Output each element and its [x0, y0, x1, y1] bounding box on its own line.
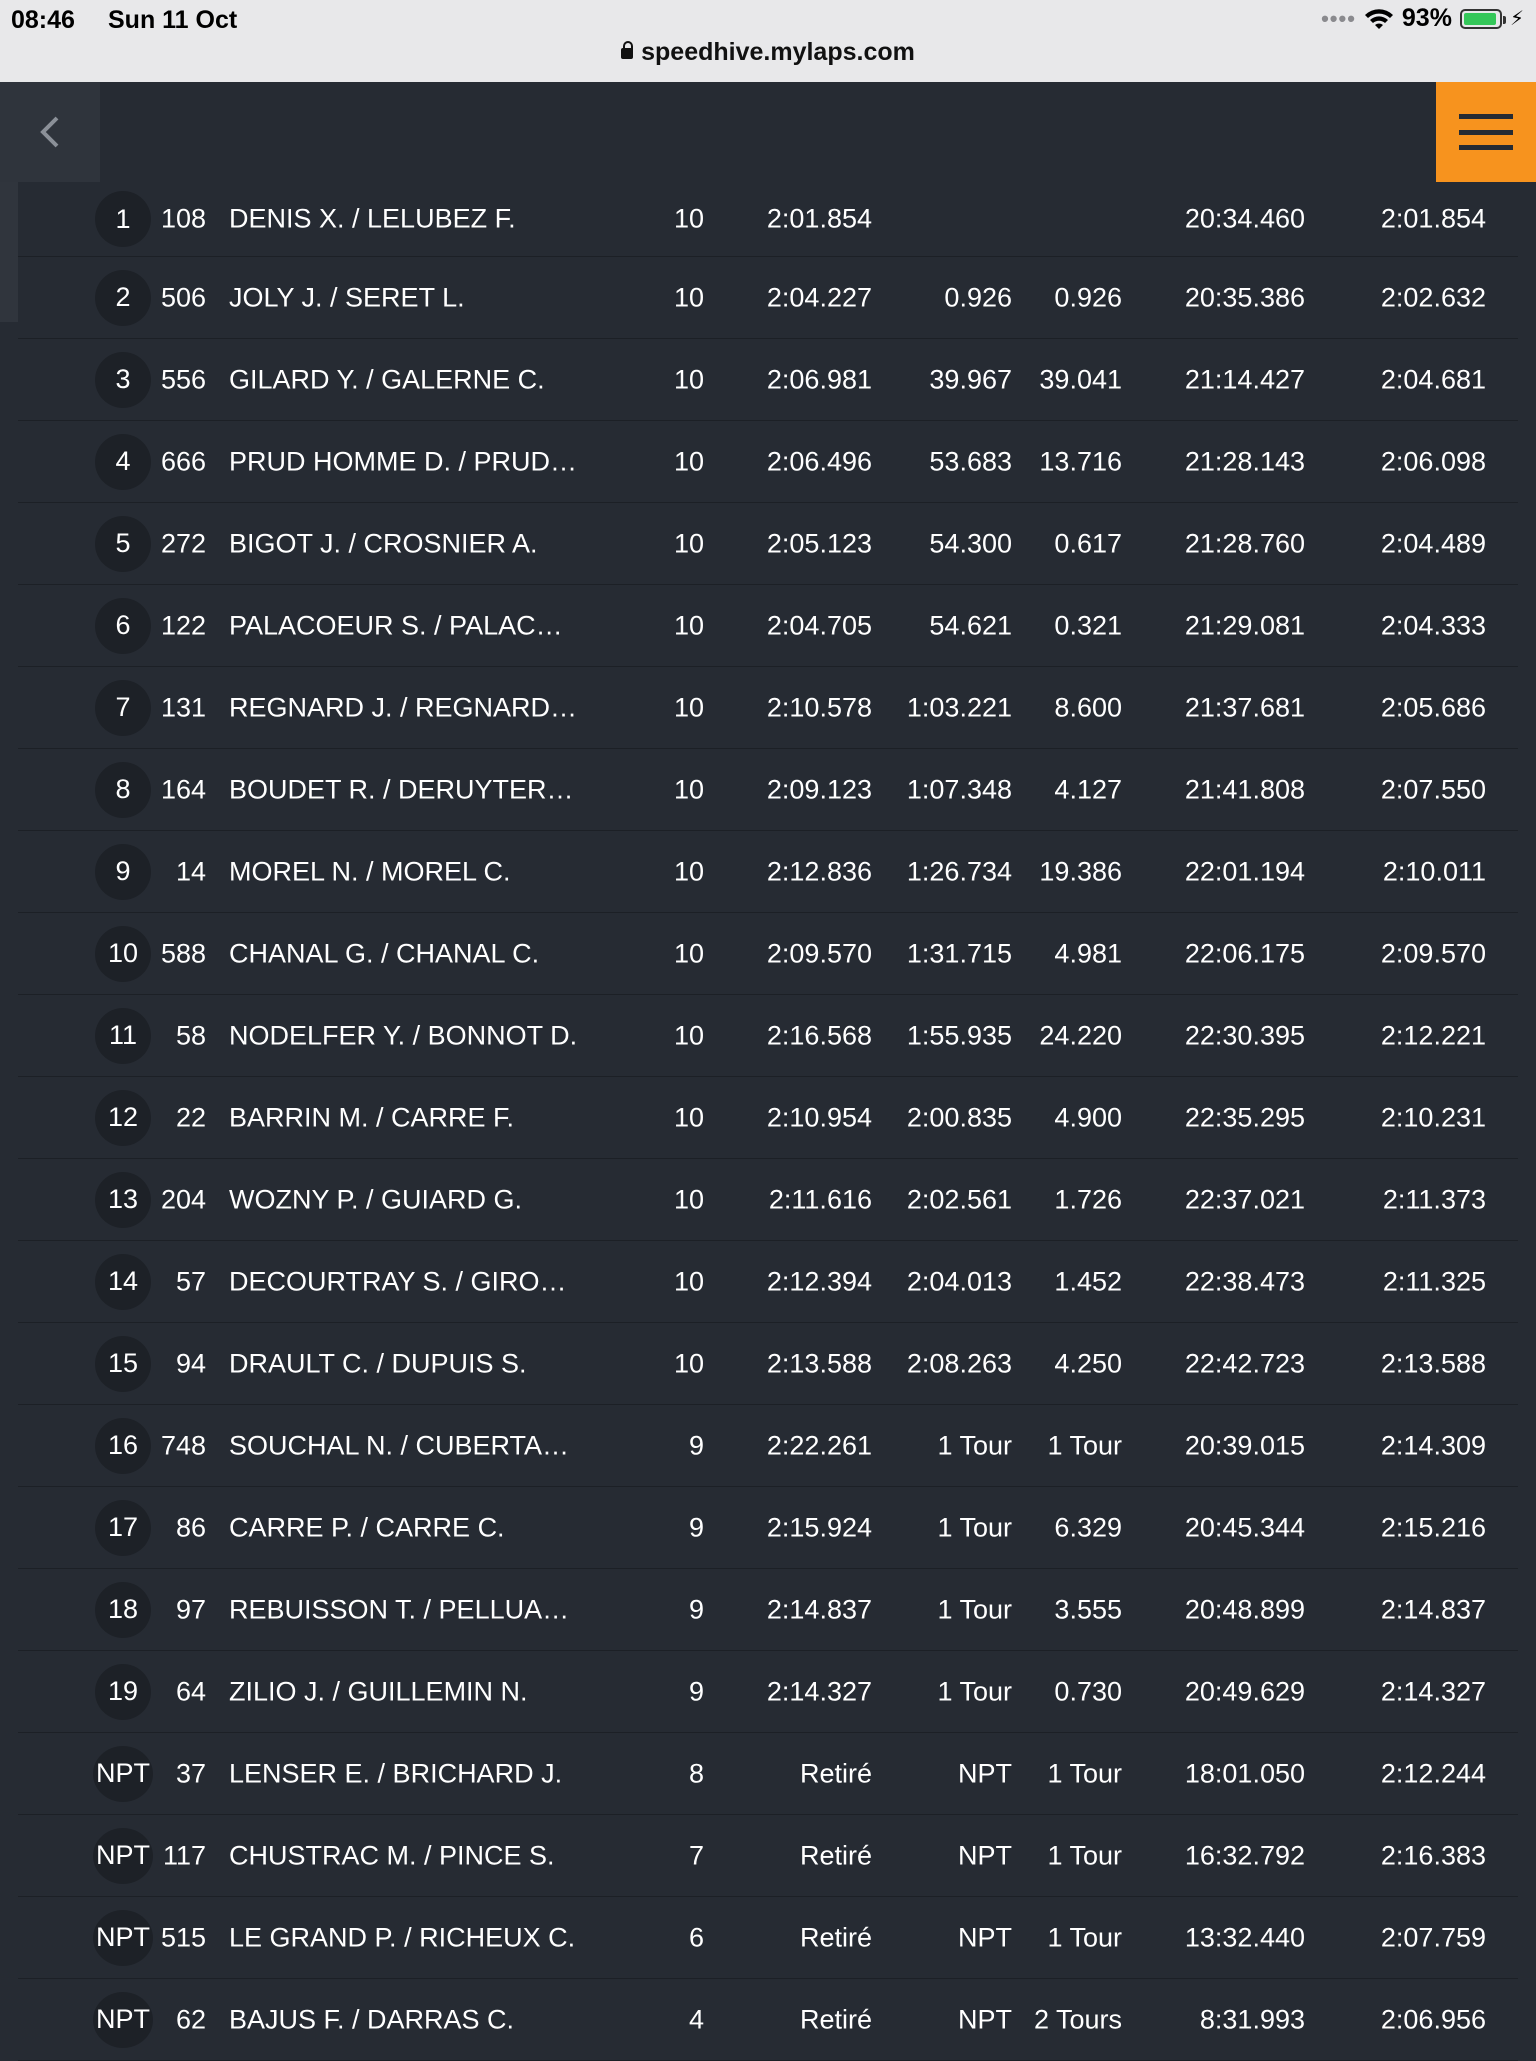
last-lap: 2:07.550: [1380, 774, 1486, 804]
best-lap: Retiré: [799, 1758, 872, 1788]
car-number: 164: [160, 774, 206, 804]
position-badge: 11: [95, 1008, 151, 1064]
table-row[interactable]: [18, 1405, 1518, 1487]
driver-names: CHANAL G. / CHANAL C.: [229, 938, 540, 968]
table-row[interactable]: [18, 182, 1518, 257]
laps-count: 10: [673, 692, 704, 722]
car-number: 272: [160, 528, 206, 558]
gap-to-leader: 2:04.013: [906, 1266, 1012, 1296]
gap-to-previous: 4.981: [1054, 938, 1122, 968]
best-lap: Retiré: [799, 2004, 872, 2034]
gap-to-leader: 54.300: [929, 528, 1012, 558]
best-lap: Retiré: [799, 1922, 872, 1952]
gap-to-previous: 4.900: [1054, 1102, 1122, 1132]
total-time: 20:48.899: [1184, 1594, 1305, 1624]
battery-percent: 93%: [1401, 4, 1452, 32]
laps-count: 10: [673, 282, 704, 312]
gap-to-leader: 0.926: [944, 282, 1012, 312]
total-time: 21:41.808: [1184, 774, 1305, 804]
last-lap: 2:13.588: [1380, 1348, 1486, 1378]
gap-to-previous: 13.716: [1039, 446, 1122, 476]
total-time: 21:29.081: [1184, 610, 1305, 640]
charging-bolt-icon: ⚡: [1509, 8, 1524, 30]
app-header: [0, 82, 1536, 182]
position-badge: 6: [95, 598, 151, 654]
table-row[interactable]: [18, 749, 1518, 831]
driver-names: BOUDET R. / DERUYTER…: [229, 774, 574, 804]
position-badge: 9: [95, 844, 151, 900]
status-time: 08:46: [11, 6, 75, 34]
laps-count: 10: [673, 1348, 704, 1378]
car-number: 556: [160, 364, 206, 394]
table-row[interactable]: [18, 421, 1518, 503]
last-lap: 2:04.333: [1380, 610, 1486, 640]
last-lap: 2:04.489: [1380, 528, 1486, 558]
driver-names: MOREL N. / MOREL C.: [229, 856, 511, 886]
side-strip: [0, 182, 18, 322]
table-row[interactable]: [18, 1733, 1518, 1815]
last-lap: 2:14.309: [1380, 1430, 1486, 1460]
gap-to-leader: 1:55.935: [906, 1020, 1012, 1050]
car-number: 64: [175, 1676, 206, 1706]
best-lap: 2:10.578: [766, 692, 872, 722]
gap-to-leader: 1:26.734: [906, 856, 1012, 886]
table-row[interactable]: [18, 831, 1518, 913]
status-indicators: [1321, 4, 1524, 33]
hamburger-menu-icon: [1459, 114, 1513, 150]
gap-to-previous: 24.220: [1039, 1020, 1122, 1050]
table-row[interactable]: [18, 995, 1518, 1077]
last-lap: 2:05.686: [1380, 692, 1486, 722]
laps-count: 9: [688, 1594, 704, 1624]
driver-names: REGNARD J. / REGNARD…: [229, 692, 578, 722]
best-lap: 2:12.394: [766, 1266, 872, 1296]
position-badge: 7: [95, 680, 151, 736]
gap-to-previous: 4.127: [1054, 774, 1122, 804]
laps-count: 10: [673, 1184, 704, 1214]
driver-names: DECOURTRAY S. / GIRO…: [229, 1266, 567, 1296]
total-time: 22:37.021: [1184, 1184, 1305, 1214]
table-row[interactable]: [18, 1897, 1518, 1979]
total-time: 20:39.015: [1184, 1430, 1305, 1460]
best-lap: 2:05.123: [766, 528, 872, 558]
position-badge: 5: [95, 516, 151, 572]
best-lap: 2:14.837: [766, 1594, 872, 1624]
last-lap: 2:06.956: [1380, 2004, 1486, 2034]
chevron-left-icon: [35, 112, 65, 152]
last-lap: 2:11.373: [1382, 1184, 1486, 1214]
car-number: 506: [160, 282, 206, 312]
position-badge: 3: [95, 352, 151, 408]
gap-to-leader: 39.967: [929, 364, 1012, 394]
position-badge: 17: [95, 1500, 151, 1556]
total-time: 18:01.050: [1184, 1758, 1305, 1788]
best-lap: 2:22.261: [766, 1430, 872, 1460]
gap-to-leader: 2:02.561: [906, 1184, 1012, 1214]
position-badge: 4: [95, 434, 151, 490]
total-time: 22:01.194: [1184, 856, 1305, 886]
gap-to-previous: 1.726: [1054, 1184, 1122, 1214]
last-lap: 2:11.325: [1382, 1266, 1486, 1296]
laps-count: 9: [688, 1430, 704, 1460]
best-lap: 2:15.924: [766, 1512, 872, 1542]
ios-status-bar: [0, 0, 1536, 82]
driver-names: BAJUS F. / DARRAS C.: [229, 2004, 515, 2034]
gap-to-previous: 3.555: [1054, 1594, 1122, 1624]
best-lap: 2:12.836: [766, 856, 872, 886]
best-lap: 2:10.954: [766, 1102, 872, 1132]
car-number: 57: [175, 1266, 206, 1296]
menu-button[interactable]: [1436, 82, 1536, 182]
table-row[interactable]: [18, 913, 1518, 995]
car-number: 131: [160, 692, 206, 722]
position-badge: 14: [95, 1254, 151, 1310]
driver-names: DRAULT C. / DUPUIS S.: [229, 1348, 527, 1378]
laps-count: 10: [673, 364, 704, 394]
back-button[interactable]: [0, 82, 100, 182]
gap-to-leader: 1 Tour: [937, 1676, 1012, 1706]
last-lap: 2:04.681: [1380, 364, 1486, 394]
gap-to-previous: 0.321: [1054, 610, 1122, 640]
laps-count: 9: [688, 1512, 704, 1542]
laps-count: 10: [673, 203, 704, 234]
car-number: 666: [160, 446, 206, 476]
table-row[interactable]: [18, 1487, 1518, 1569]
position-badge: 10: [95, 926, 151, 982]
laps-count: 10: [673, 610, 704, 640]
best-lap: 2:01.854: [766, 203, 872, 234]
driver-names: NODELFER Y. / BONNOT D.: [229, 1020, 578, 1050]
driver-names: GILARD Y. / GALERNE C.: [229, 364, 545, 394]
best-lap: 2:06.496: [766, 446, 872, 476]
laps-count: 10: [673, 774, 704, 804]
position-badge: 15: [95, 1336, 151, 1392]
status-date: Sun 11 Oct: [108, 6, 238, 34]
gap-to-leader: 1:07.348: [906, 774, 1012, 804]
last-lap: 2:01.854: [1380, 203, 1486, 234]
gap-to-previous: 8.600: [1054, 692, 1122, 722]
car-number: 117: [162, 1840, 206, 1870]
car-number: 94: [175, 1348, 206, 1378]
driver-names: PRUD HOMME D. / PRUD…: [229, 446, 578, 476]
car-number: 37: [175, 1758, 206, 1788]
position-badge: 13: [95, 1172, 151, 1228]
last-lap: 2:12.221: [1380, 1020, 1486, 1050]
laps-count: 10: [673, 1266, 704, 1296]
results-table: [18, 182, 1518, 2061]
gap-to-previous: 6.329: [1054, 1512, 1122, 1542]
car-number: 86: [175, 1512, 206, 1542]
laps-count: 6: [688, 1922, 704, 1952]
car-number: 108: [160, 203, 206, 234]
total-time: 20:49.629: [1184, 1676, 1305, 1706]
best-lap: 2:11.616: [768, 1184, 872, 1214]
table-row[interactable]: [18, 1159, 1518, 1241]
position-badge: 12: [95, 1090, 151, 1146]
gap-to-previous: 0.617: [1054, 528, 1122, 558]
position-badge: 18: [95, 1582, 151, 1638]
total-time: 22:38.473: [1184, 1266, 1305, 1296]
total-time: 21:28.760: [1184, 528, 1305, 558]
last-lap: 2:06.098: [1380, 446, 1486, 476]
driver-names: LENSER E. / BRICHARD J.: [229, 1758, 563, 1788]
gap-to-leader: NPT: [958, 1840, 1012, 1870]
table-row[interactable]: [18, 339, 1518, 421]
position-badge: NPT: [93, 1828, 153, 1884]
last-lap: 2:02.632: [1380, 282, 1486, 312]
driver-names: ZILIO J. / GUILLEMIN N.: [229, 1676, 528, 1706]
total-time: 13:32.440: [1184, 1922, 1305, 1952]
gap-to-leader: NPT: [958, 2004, 1012, 2034]
total-time: 22:42.723: [1184, 1348, 1305, 1378]
gap-to-leader: 1 Tour: [937, 1512, 1012, 1542]
table-row[interactable]: [18, 1323, 1518, 1405]
position-badge: 2: [95, 270, 151, 326]
laps-count: 10: [673, 1102, 704, 1132]
last-lap: 2:14.327: [1380, 1676, 1486, 1706]
laps-count: 10: [673, 528, 704, 558]
gap-to-leader: 1:03.221: [906, 692, 1012, 722]
gap-to-previous: 4.250: [1054, 1348, 1122, 1378]
gap-to-previous: 0.730: [1054, 1676, 1122, 1706]
position-badge: 16: [95, 1418, 151, 1474]
total-time: 21:37.681: [1184, 692, 1305, 722]
position-badge: 1: [95, 191, 151, 247]
car-number: 204: [160, 1184, 206, 1214]
laps-count: 9: [688, 1676, 704, 1706]
gap-to-previous: 1 Tour: [1047, 1840, 1122, 1870]
gap-to-leader: 2:00.835: [906, 1102, 1012, 1132]
last-lap: 2:09.570: [1380, 938, 1486, 968]
position-badge: 19: [95, 1664, 151, 1720]
car-number: 748: [160, 1430, 206, 1460]
car-number: 588: [160, 938, 206, 968]
gap-to-leader: 1 Tour: [937, 1430, 1012, 1460]
car-number: 58: [175, 1020, 206, 1050]
gap-to-previous: 1.452: [1054, 1266, 1122, 1296]
gap-to-previous: 19.386: [1039, 856, 1122, 886]
battery-icon: [1460, 9, 1502, 29]
total-time: 20:45.344: [1184, 1512, 1305, 1542]
table-row[interactable]: [18, 585, 1518, 667]
position-badge: NPT: [93, 1746, 153, 1802]
table-row[interactable]: [18, 667, 1518, 749]
gap-to-previous: 1 Tour: [1047, 1758, 1122, 1788]
total-time: 16:32.792: [1184, 1840, 1305, 1870]
table-row[interactable]: [18, 1651, 1518, 1733]
total-time: 8:31.993: [1199, 2004, 1305, 2034]
total-time: 21:28.143: [1184, 446, 1305, 476]
driver-names: BIGOT J. / CROSNIER A.: [229, 528, 538, 558]
best-lap: Retiré: [799, 1840, 872, 1870]
gap-to-leader: NPT: [958, 1758, 1012, 1788]
total-time: 22:35.295: [1184, 1102, 1305, 1132]
signal-dots-icon: ••••: [1321, 5, 1356, 31]
laps-count: 8: [688, 1758, 704, 1788]
gap-to-leader: NPT: [958, 1922, 1012, 1952]
gap-to-leader: 1:31.715: [906, 938, 1012, 968]
table-row[interactable]: [18, 1569, 1518, 1651]
table-row[interactable]: [18, 1979, 1518, 2061]
last-lap: 2:16.383: [1380, 1840, 1486, 1870]
driver-names: LE GRAND P. / RICHEUX C.: [229, 1922, 576, 1952]
best-lap: 2:09.123: [766, 774, 872, 804]
best-lap: 2:04.227: [766, 282, 872, 312]
last-lap: 2:07.759: [1380, 1922, 1486, 1952]
total-time: 22:30.395: [1184, 1020, 1305, 1050]
car-number: 122: [160, 610, 206, 640]
table-row[interactable]: [18, 1815, 1518, 1897]
laps-count: 10: [673, 446, 704, 476]
total-time: 22:06.175: [1184, 938, 1305, 968]
driver-names: JOLY J. / SERET L.: [229, 282, 465, 312]
best-lap: 2:06.981: [766, 364, 872, 394]
gap-to-leader: 1 Tour: [937, 1594, 1012, 1624]
gap-to-previous: 1 Tour: [1047, 1922, 1122, 1952]
laps-count: 7: [688, 1840, 704, 1870]
car-number: 515: [160, 1922, 206, 1952]
total-time: 21:14.427: [1184, 364, 1305, 394]
table-row[interactable]: [18, 257, 1518, 339]
position-badge: NPT: [93, 1910, 153, 1966]
laps-count: 4: [688, 2004, 704, 2034]
laps-count: 10: [673, 938, 704, 968]
last-lap: 2:14.837: [1380, 1594, 1486, 1624]
last-lap: 2:10.231: [1380, 1102, 1486, 1132]
driver-names: PALACOEUR S. / PALAC…: [229, 610, 563, 640]
last-lap: 2:12.244: [1380, 1758, 1486, 1788]
gap-to-leader: 53.683: [929, 446, 1012, 476]
driver-names: SOUCHAL N. / CUBERTA…: [229, 1430, 570, 1460]
car-number: 22: [175, 1102, 206, 1132]
total-time: 20:34.460: [1184, 203, 1305, 234]
driver-names: CARRE P. / CARRE C.: [229, 1512, 505, 1542]
table-row[interactable]: [18, 1241, 1518, 1323]
best-lap: 2:13.588: [766, 1348, 872, 1378]
car-number: 14: [175, 856, 206, 886]
car-number: 97: [175, 1594, 206, 1624]
driver-names: WOZNY P. / GUIARD G.: [229, 1184, 523, 1214]
gap-to-previous: 39.041: [1039, 364, 1122, 394]
table-row[interactable]: [18, 1077, 1518, 1159]
laps-count: 10: [673, 856, 704, 886]
car-number: 62: [175, 2004, 206, 2034]
last-lap: 2:10.011: [1382, 856, 1486, 886]
best-lap: 2:09.570: [766, 938, 872, 968]
position-badge: NPT: [93, 1992, 153, 2048]
gap-to-previous: 2 Tours: [1033, 2004, 1122, 2034]
best-lap: 2:16.568: [766, 1020, 872, 1050]
driver-names: REBUISSON T. / PELLUA…: [229, 1594, 570, 1624]
best-lap: 2:14.327: [766, 1676, 872, 1706]
address-bar[interactable]: [0, 38, 1536, 67]
table-row[interactable]: [18, 503, 1518, 585]
url-text: speedhive.mylaps.com: [641, 38, 915, 66]
gap-to-leader: 54.621: [929, 610, 1012, 640]
gap-to-previous: 0.926: [1054, 282, 1122, 312]
position-badge: 8: [95, 762, 151, 818]
driver-names: DENIS X. / LELUBEZ F.: [229, 203, 516, 234]
total-time: 20:35.386: [1184, 282, 1305, 312]
lock-icon: [621, 48, 633, 59]
laps-count: 10: [673, 1020, 704, 1050]
driver-names: CHUSTRAC M. / PINCE S.: [229, 1840, 555, 1870]
gap-to-leader: 2:08.263: [906, 1348, 1012, 1378]
driver-names: BARRIN M. / CARRE F.: [229, 1102, 515, 1132]
wifi-icon: [1364, 7, 1394, 31]
last-lap: 2:15.216: [1380, 1512, 1486, 1542]
best-lap: 2:04.705: [766, 610, 872, 640]
gap-to-previous: 1 Tour: [1047, 1430, 1122, 1460]
